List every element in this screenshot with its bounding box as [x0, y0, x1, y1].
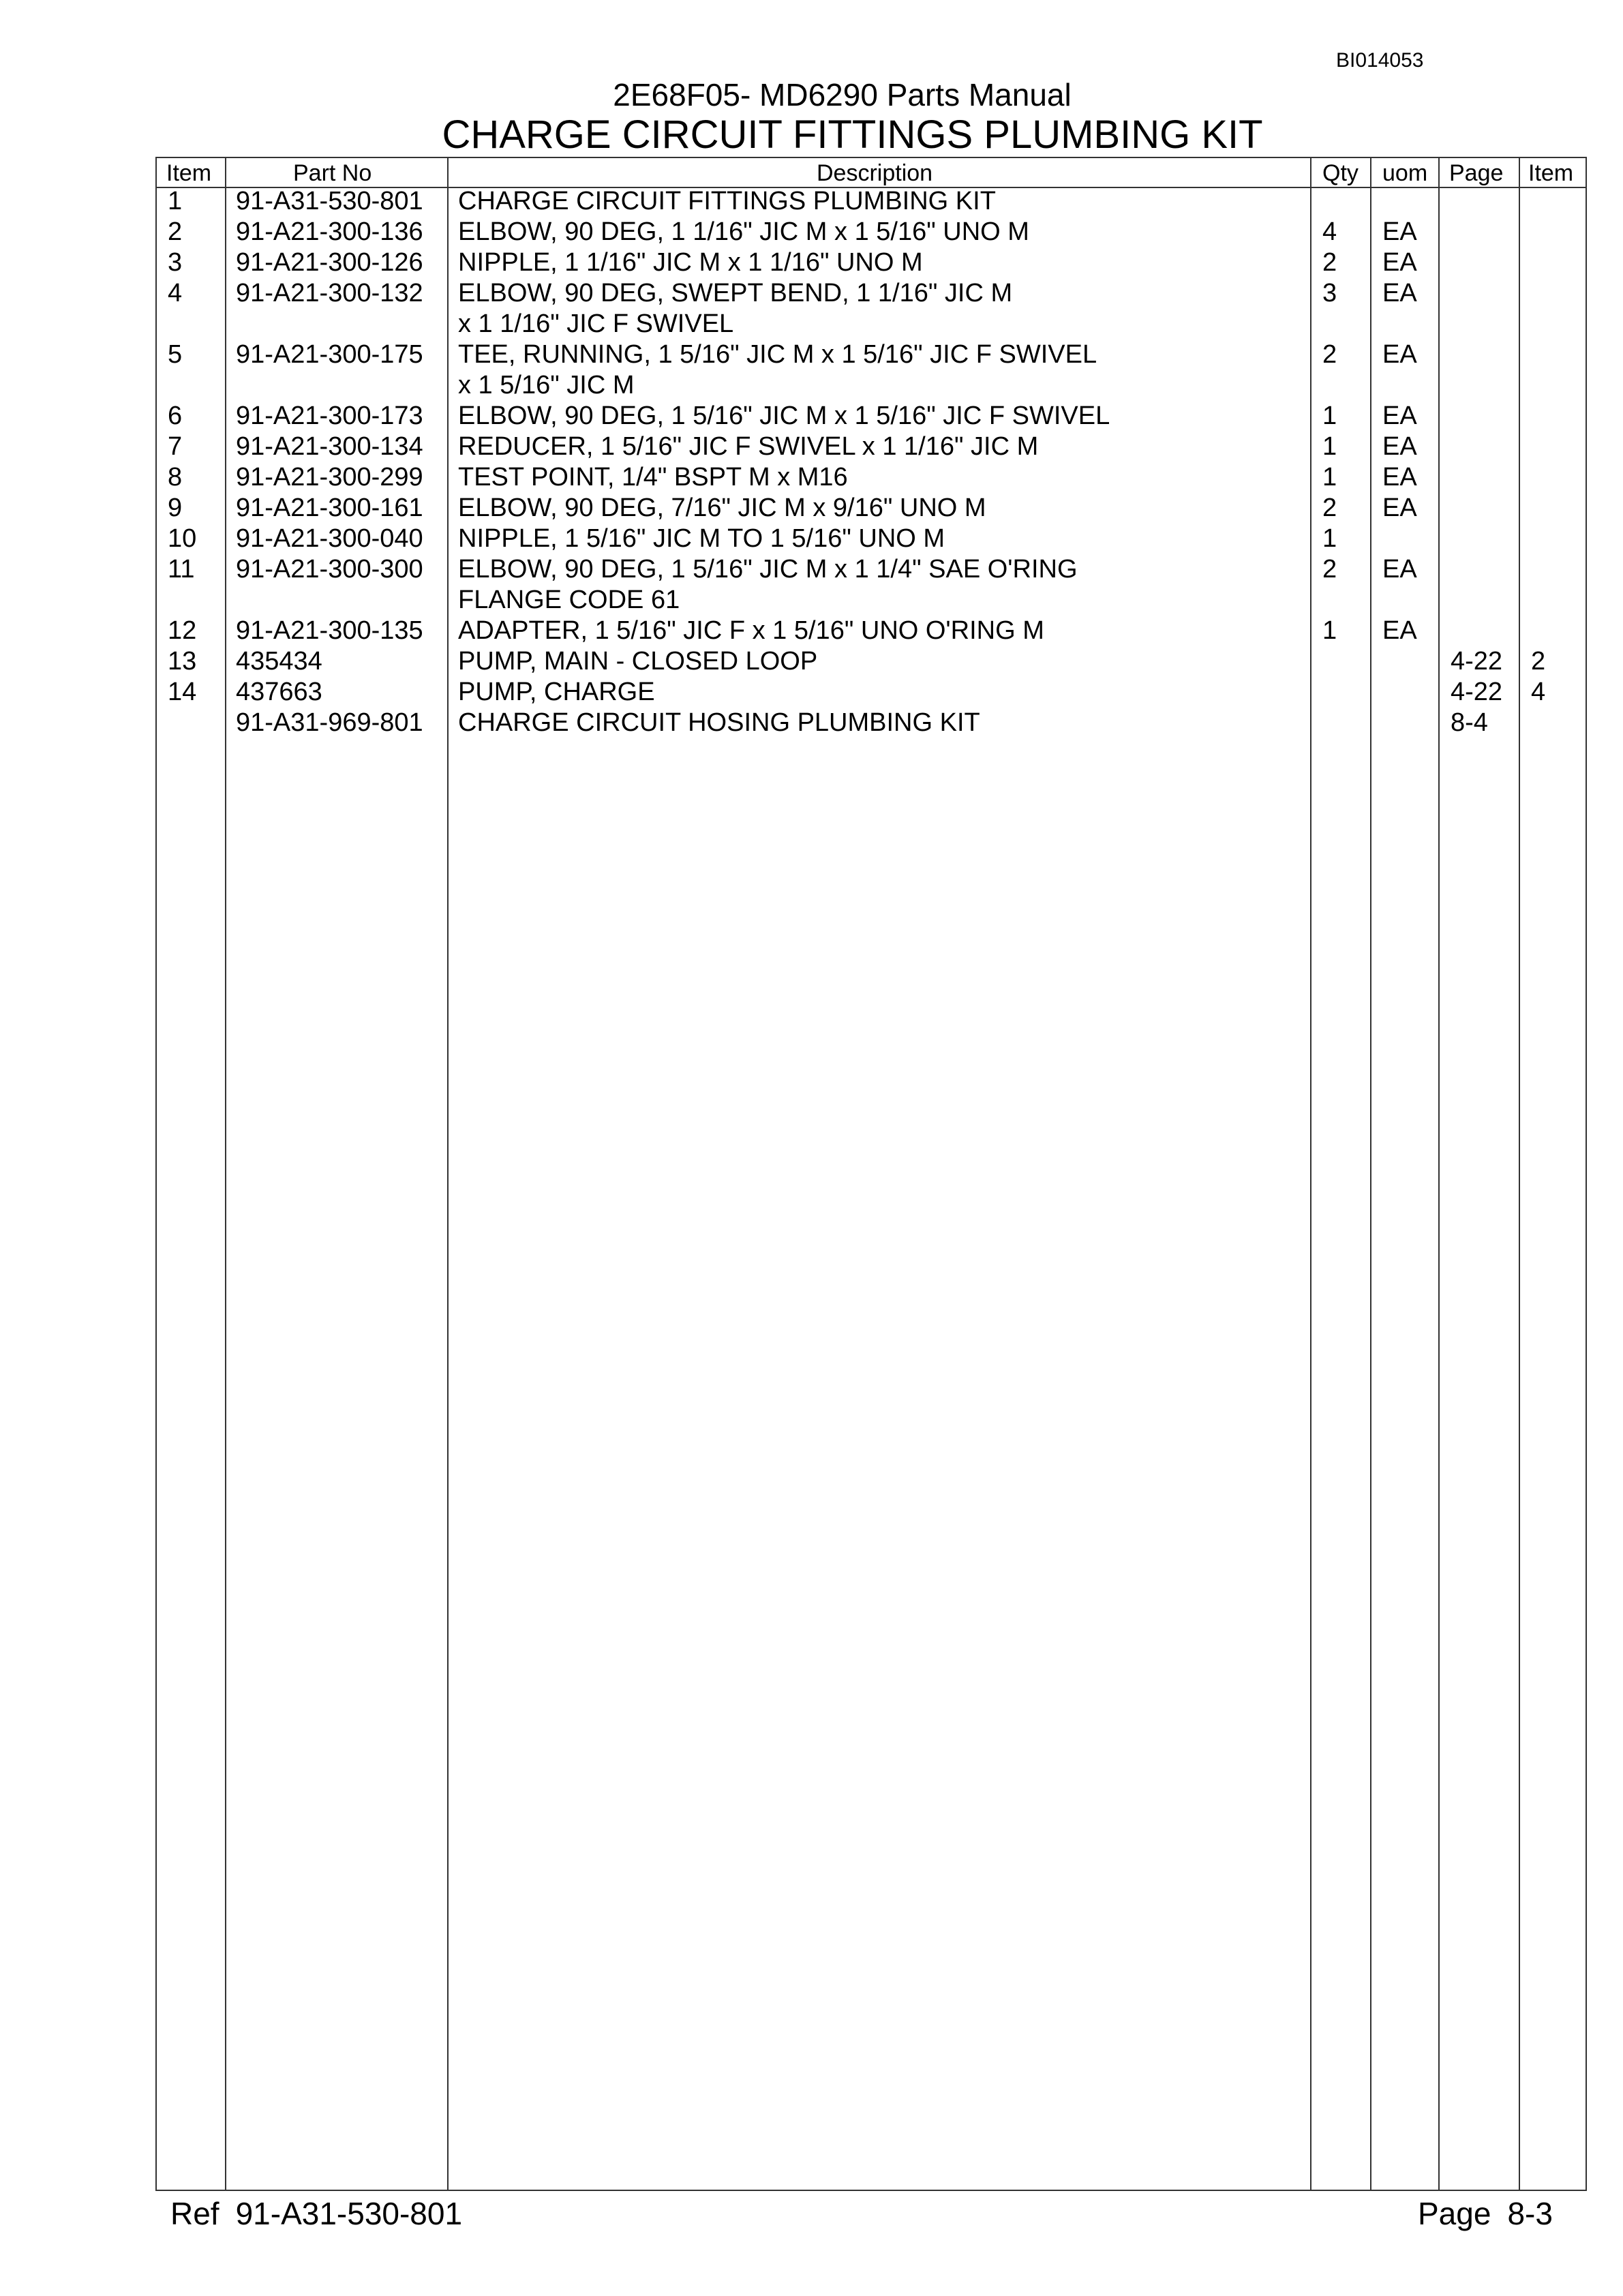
footer-ref-label: Ref [170, 2196, 219, 2231]
row-qty: 2 [1322, 494, 1337, 522]
row-part-number: 91-A21-300-132 [236, 279, 423, 307]
row-part-number: 91-A21-300-300 [236, 555, 423, 584]
manual-title: 2E68F05- MD6290 Parts Manual [613, 77, 1072, 112]
row-ref-item: 4 [1531, 678, 1546, 706]
footer-page-value: 8-3 [1507, 2196, 1553, 2231]
table-row [0, 524, 1623, 554]
row-description: ELBOW, 90 DEG, 7/16" JIC M x 9/16" UNO M [458, 494, 986, 522]
header-ref-item: Item [1528, 160, 1574, 186]
row-part-number: 91-A21-300-134 [236, 432, 423, 461]
row-qty: 2 [1322, 555, 1337, 584]
header-item: Item [166, 160, 212, 186]
row-item-number: 12 [168, 616, 197, 645]
row-qty: 2 [1322, 340, 1337, 369]
row-description: NIPPLE, 1 5/16" JIC M TO 1 5/16" UNO M [458, 524, 945, 553]
table-row [0, 247, 1623, 278]
row-uom: EA [1382, 340, 1417, 369]
row-description: ELBOW, 90 DEG, 1 5/16" JIC M x 1 5/16" JIC F SWIVEL [458, 402, 1110, 430]
row-qty: 1 [1322, 463, 1337, 492]
row-description-continuation: x 1 5/16" JIC M [458, 371, 635, 399]
row-part-number: 435434 [236, 647, 322, 676]
row-part-number: 91-A21-300-299 [236, 463, 423, 492]
row-description: NIPPLE, 1 1/16" JIC M x 1 1/16" UNO M [458, 248, 923, 277]
table-row [0, 278, 1623, 309]
row-part-number: 91-A31-530-801 [236, 187, 423, 215]
row-description: ELBOW, 90 DEG, SWEPT BEND, 1 1/16" JIC M [458, 279, 1013, 307]
row-description: ADAPTER, 1 5/16" JIC F x 1 5/16" UNO O'RING M [458, 616, 1044, 645]
row-part-number: 91-A21-300-135 [236, 616, 423, 645]
row-uom: EA [1382, 494, 1417, 522]
row-item-number: 8 [168, 463, 183, 492]
kit-title: CHARGE CIRCUIT FITTINGS PLUMBING KIT [442, 112, 1263, 157]
table-row [0, 616, 1623, 646]
table-row [0, 401, 1623, 432]
table-row [0, 217, 1623, 247]
table-row [0, 339, 1623, 370]
table-row [0, 708, 1623, 738]
row-description: REDUCER, 1 5/16" JIC F SWIVEL x 1 1/16" JIC M [458, 432, 1039, 461]
row-qty: 1 [1322, 402, 1337, 430]
row-item-number: 3 [168, 248, 183, 277]
row-description: ELBOW, 90 DEG, 1 1/16" JIC M x 1 5/16" UNO M [458, 217, 1029, 246]
table-row [0, 186, 1623, 217]
footer-page-label: Page [1418, 2196, 1491, 2231]
row-qty: 2 [1322, 248, 1337, 277]
row-item-number: 11 [168, 555, 195, 584]
row-description: TEST POINT, 1/4" BSPT M x M16 [458, 463, 848, 492]
row-uom: EA [1382, 217, 1417, 246]
row-description-continuation: FLANGE CODE 61 [458, 586, 680, 614]
table-row [0, 493, 1623, 524]
row-part-number: 91-A21-300-126 [236, 248, 423, 277]
row-item-number: 13 [168, 647, 197, 676]
row-ref-item: 2 [1531, 647, 1546, 676]
row-qty: 1 [1322, 616, 1337, 645]
document-id: BI014053 [1336, 49, 1424, 72]
row-part-number: 91-A21-300-040 [236, 524, 423, 553]
header-page: Page [1449, 160, 1504, 186]
row-uom: EA [1382, 555, 1417, 584]
row-part-number: 437663 [236, 678, 322, 706]
table-row [0, 554, 1623, 585]
table-row [0, 432, 1623, 462]
row-item-number: 10 [168, 524, 197, 553]
row-item-number: 7 [168, 432, 183, 461]
row-qty: 4 [1322, 217, 1337, 246]
row-qty: 3 [1322, 279, 1337, 307]
row-uom: EA [1382, 402, 1417, 430]
row-description: TEE, RUNNING, 1 5/16" JIC M x 1 5/16" JIC F SWIVEL [458, 340, 1097, 369]
table-row [0, 646, 1623, 677]
table-row [0, 462, 1623, 493]
row-part-number: 91-A21-300-161 [236, 494, 423, 522]
header-uom: uom [1382, 160, 1428, 186]
row-part-number: 91-A21-300-175 [236, 340, 423, 369]
row-item-number: 9 [168, 494, 183, 522]
footer-ref [170, 2195, 479, 2232]
row-item-number: 4 [168, 279, 183, 307]
row-part-number: 91-A31-969-801 [236, 708, 423, 737]
row-uom: EA [1382, 463, 1417, 492]
header-description: Description [817, 160, 933, 186]
row-uom: EA [1382, 616, 1417, 645]
row-uom: EA [1382, 432, 1417, 461]
row-page: 8-4 [1451, 708, 1488, 737]
table-row [0, 677, 1623, 708]
row-description: ELBOW, 90 DEG, 1 5/16" JIC M x 1 1/4" SAE O'RING [458, 555, 1078, 584]
row-item-number: 1 [168, 187, 183, 215]
row-item-number: 6 [168, 402, 183, 430]
row-part-number: 91-A21-300-136 [236, 217, 423, 246]
row-description: PUMP, CHARGE [458, 678, 655, 706]
header-part-no: Part No [293, 160, 372, 186]
row-uom: EA [1382, 279, 1417, 307]
row-page: 4-22 [1451, 678, 1503, 706]
row-page: 4-22 [1451, 647, 1503, 676]
row-description: CHARGE CIRCUIT HOSING PLUMBING KIT [458, 708, 980, 737]
footer-ref-value: 91-A31-530-801 [235, 2196, 463, 2231]
row-description-continuation: x 1 1/16" JIC F SWIVEL [458, 309, 734, 338]
footer-page [1418, 2195, 1569, 2232]
row-uom: EA [1382, 248, 1417, 277]
row-description: CHARGE CIRCUIT FITTINGS PLUMBING KIT [458, 187, 996, 215]
row-item-number: 14 [168, 678, 197, 706]
row-part-number: 91-A21-300-173 [236, 402, 423, 430]
row-description: PUMP, MAIN - CLOSED LOOP [458, 647, 818, 676]
header-qty: Qty [1322, 160, 1359, 186]
row-item-number: 2 [168, 217, 183, 246]
row-qty: 1 [1322, 524, 1337, 553]
row-qty: 1 [1322, 432, 1337, 461]
row-item-number: 5 [168, 340, 183, 369]
